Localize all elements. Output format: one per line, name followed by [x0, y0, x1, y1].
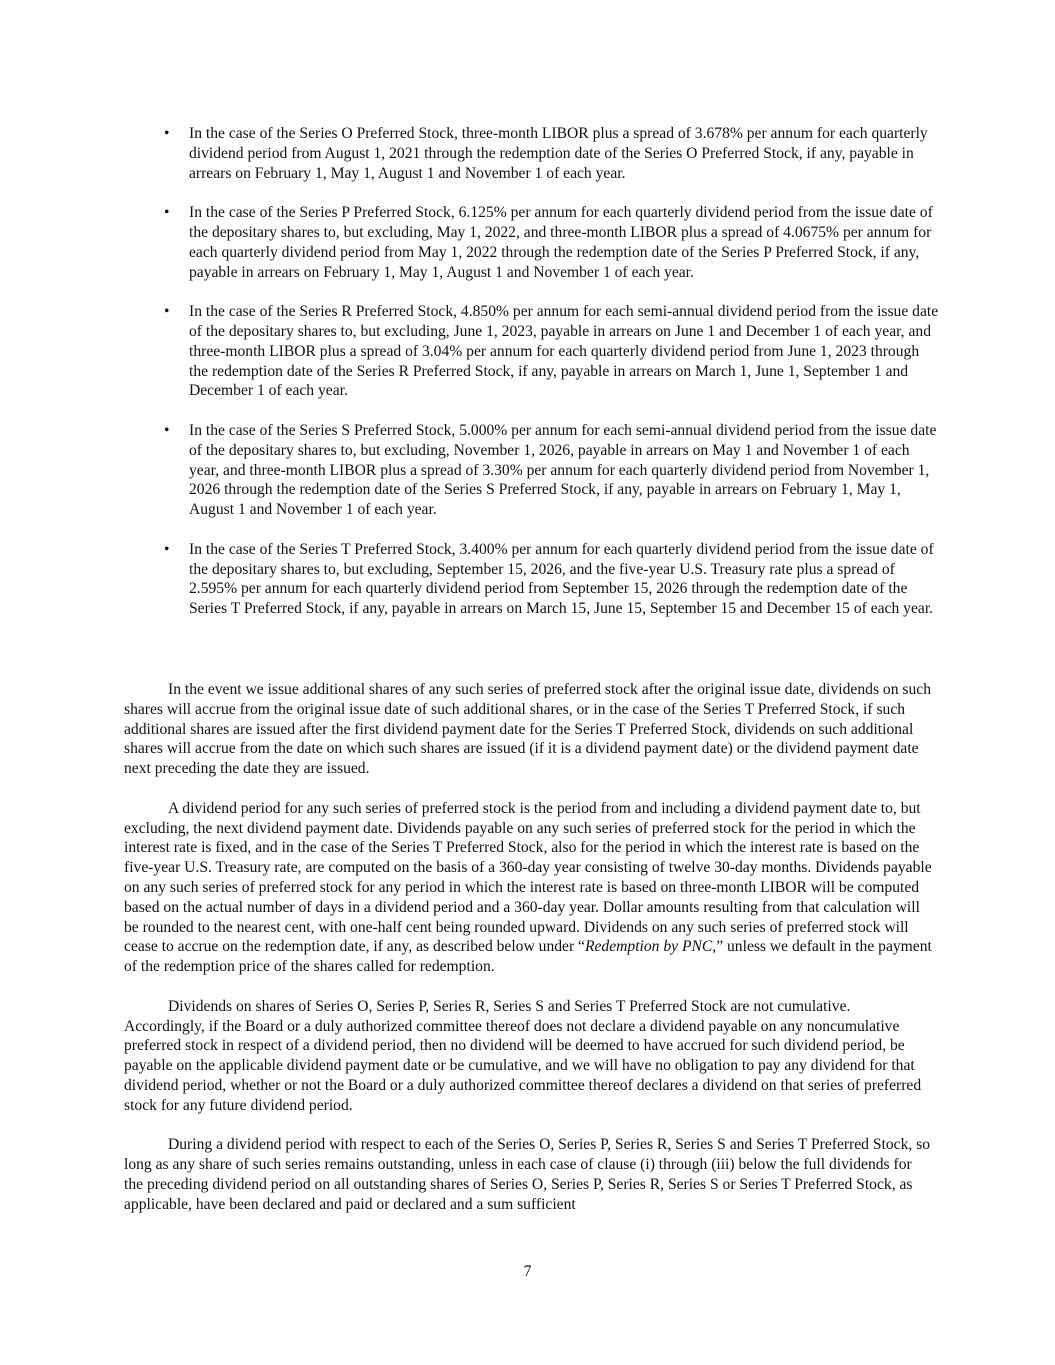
body-text [124, 680, 934, 1215]
bullet-icon: • [164, 421, 170, 439]
paragraph-dividend-period [124, 799, 934, 977]
bullet-item-series-r [122, 302, 942, 401]
paragraph-additional-shares: In the event we issue additional shares of any such series of preferred stock after the original issue date, dividends on such shares will accrue from the original issue date of such additional shares, or in the case of the Series T Preferred Stock, if such additional shares are issued after the first dividend payment date for the Series T Preferred Stock, dividends on such additional shares will accrue from the date on which such shares are issued (if it is a dividend payment date) or the dividend payment date next preceding the date they are issued. [124, 681, 931, 778]
bullet-text: In the case of the Series S Preferred Stock, 5.000% per annum for each semi-annual dividend period from the issue date of the depositary shares to, but excluding, November 1, 2026, payable in arrears on May 1 and November 1 of each year, and three-month LIBOR plus a spread of 3.30% per annum for each quarterly dividend period from November 1, 2026 through the redemption date of the Series S Preferred Stock, if any, payable in arrears on February 1, May 1, August 1 and November 1 of each year. [189, 421, 937, 519]
bullet-icon: • [164, 125, 170, 142]
bullet-icon: • [164, 204, 170, 222]
bullet-text: In the case of the Series P Preferred Stock, 6.125% per annum for each quarterly dividend period from the issue date of the depositary shares to, but excluding, May 1, 2022, and three-month LIBOR plus a spread of 4.0675% per annum for each quarterly dividend period from May 1, 2022 through the redemption date of the Series P Preferred Stock, if any, payable in arrears on February 1, May 1, August 1 and November 1 of each year. [189, 204, 933, 281]
bullet-icon: • [164, 540, 170, 558]
paragraph-text: ,” unless we default in the payment of the redemption price of the shares called for redemption. [124, 938, 932, 976]
page-number: 7 [523, 1263, 532, 1280]
paragraph-dividend-restrictions: During a dividend period with respect to each of the Series O, Series P, Series R, Series S and Series T Preferred Stock, so long as any share of such series remains outstanding, unless in each case of clause (i) through (iii) below the full dividends for the preceding dividend period on all outstanding shares of Series O, Series P, Series R, Series S or Series T Preferred Stock, as applicable, have been declared and paid or declared and a sum sufficient [124, 1136, 931, 1213]
bullet-item-series-p [122, 203, 942, 282]
bullet-icon: • [164, 303, 170, 321]
bullet-item-series-t [122, 540, 942, 619]
section-reference-redemption: Redemption by PNC [584, 938, 713, 956]
dividend-rate-bullet-list [122, 124, 942, 619]
bullet-text: In the case of the Series R Preferred Stock, 4.850% per annum for each semi-annual dividend period from the issue date of the depositary shares to, but excluding, June 1, 2023, payable in arrears on June 1 and December 1 of each year, and three-month LIBOR plus a spread of 3.04% per annum for each quarterly dividend period from June 1, 2023 through the redemption date of the Series R Preferred Stock, if any, payable in arrears on March 1, June 1, September 1 and December 1 of each year. [189, 303, 939, 400]
bullet-text: In the case of the Series T Preferred Stock, 3.400% per annum for each quarterly dividend period from the issue date of the depositary shares to, but excluding, September 15, 2026, and the five-year U.S. Treasury rate plus a spread of 2.595% per annum for each quarterly dividend period from September 15, 2026 through the redemption date of the Series T Preferred Stock, if any, payable in arrears on March 15, June 15, September 15 and December 15 of each year. [189, 540, 934, 618]
paragraph-text: A dividend period for any such series of preferred stock is the period from and including a dividend payment date to, but excluding, the next dividend payment date. Dividends payable on any such series of preferred stock for the period in which the interest rate is fixed, and in the case of the Series T Preferred Stock, also for the period in which the interest rate is based on the five-year U.S. Treasury rate, are computed on the basis of a 360-day year consisting of twelve 30-day months. Dividends payable on any such series of preferred stock for any period in which the interest rate is based on three-month LIBOR will be computed based on the actual number of days in a dividend period and a 360-day year. Dollar amounts resulting from that calculation will be rounded to the nearest cent, with one-half cent being rounded upward. Dividends on any such series of preferred stock will cease to accrue on the redemption date, if any, as described below under “ [124, 799, 932, 956]
bullet-item-series-o [122, 124, 942, 183]
bullet-text: In the case of the Series O Preferred Stock, three-month LIBOR plus a spread of 3.678% per annum for each quarterly dividend period from August 1, 2021 through the redemption date of the Series O Preferred Stock, if any, payable in arrears on February 1, May 1, August 1 and November 1 of each year. [189, 125, 928, 182]
paragraph-noncumulative: Dividends on shares of Series O, Series P, Series R, Series S and Series T Preferred Stock are not cumulative. Accordingly, if the Board or a duly authorized committee thereof does not declare a dividend payable on any noncumulative preferred stock in respect of a dividend period, then no dividend will be deemed to have accrued for such dividend period, be payable on the applicable dividend payment date or be cumulative, and we will have no obligation to pay any dividend for that dividend period, whether or not the Board or a duly authorized committee thereof declares a dividend on that series of preferred stock for any future dividend period. [124, 997, 922, 1114]
bullet-item-series-s [122, 421, 942, 520]
